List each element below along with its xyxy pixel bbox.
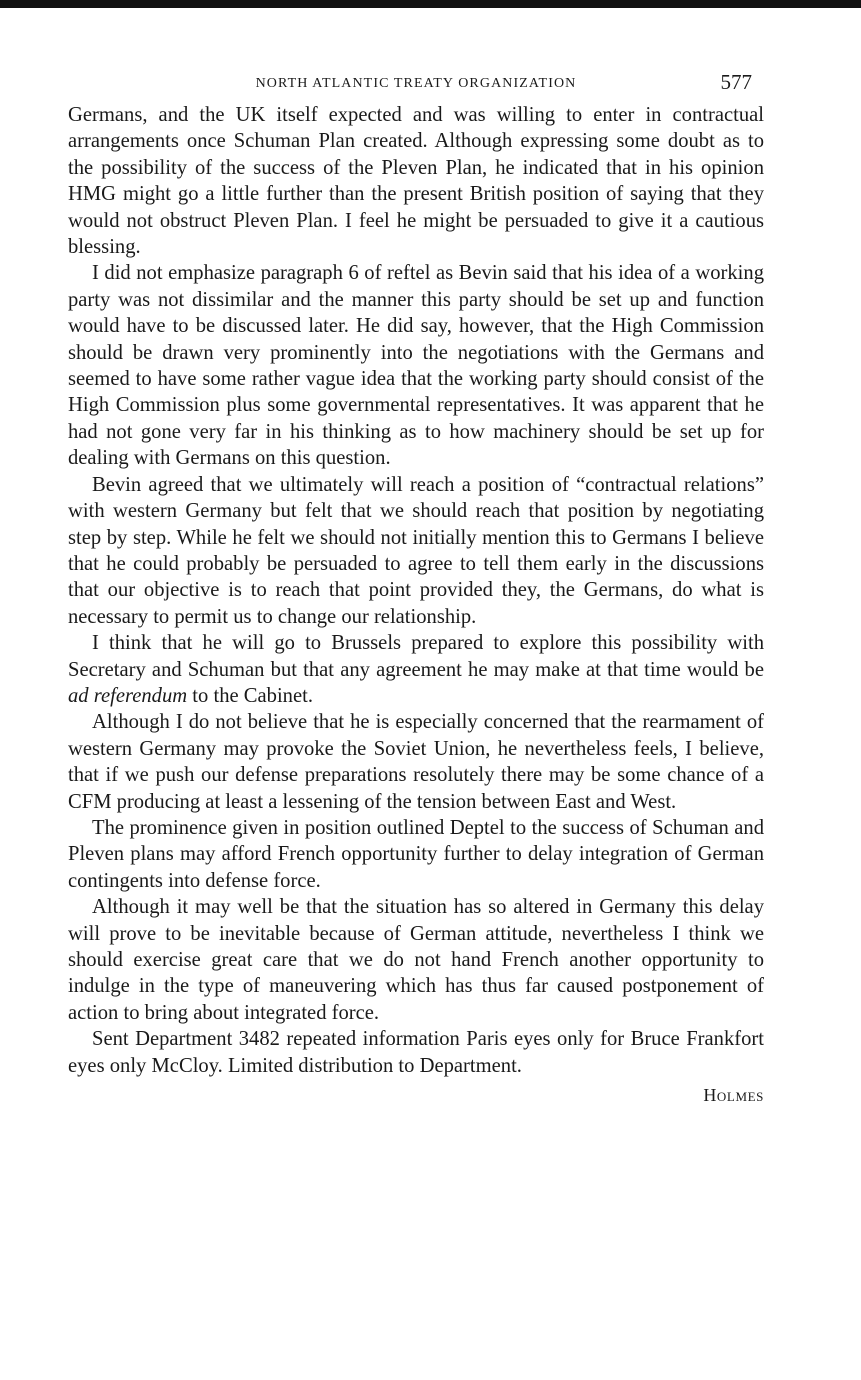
paragraph-text: I think that he will go to Brussels prepared to explore this possibility with Secretary and Schuman but that any agreement he may make at that time would be — [68, 632, 764, 681]
paragraph — [68, 630, 764, 709]
italic-term: ad referendum — [68, 684, 188, 707]
paragraph-text: to the Cabinet. — [187, 684, 313, 707]
document-page — [68, 62, 764, 1106]
paragraph: Although it may well be that the situation has so altered in Germany this delay will prove to be inevitable because of German attitude, nevertheless I think we should exercise great care that we do not hand French another opportunity to indulge in the type of maneuvering which has thus far caused postponement of action to bring about integrated force. — [68, 896, 764, 1024]
signature: Holmes — [703, 1085, 764, 1106]
paragraph-continued: Germans, and the UK itself expected and was willing to enter in contractual arrangements once Schuman Plan created. Although expressing some doubt as to the possibility of the success of the Pleven Plan, he indicated that in his opinion HMG might go a little further than the present British position of saying that they would not obstruct Pleven Plan. I feel he might be persuaded to give it a cautious blessing. — [68, 104, 764, 259]
document-body — [68, 102, 764, 1079]
page-number: 577 — [720, 70, 752, 94]
running-header — [68, 62, 764, 102]
paragraph: Sent Department 3482 repeated information Paris eyes only for Bruce Frankfort eyes only McCloy. Limited distribution to Department. — [68, 1028, 764, 1077]
scan-edge-bar — [0, 0, 861, 8]
paragraph: I did not emphasize paragraph 6 of reftel as Bevin said that his idea of a working party was not dissimilar and the manner this party should be set up and function would have to be discussed later. He did say, however, that the High Commission should be drawn very prominently into the negotiations with the Germans and seemed to have some rather vague idea that the working party should consist of the High Commission plus some governmental representatives. It was apparent that he had not gone very far in his thinking as to how machinery should be set up for dealing with Germans on this question. — [68, 262, 764, 470]
paragraph: Bevin agreed that we ultimately will reach a position of “contractual relations” with western Germany but felt that we should reach that position by negotiating step by step. While he felt we should not initially mention this to Germans I believe that he could probably be persuaded to agree to tell them early in the discussions that our objective is to reach that point provided they, the Germans, do what is necessary to permit us to change our relationship. — [68, 473, 764, 628]
running-title: NORTH ATLANTIC TREATY ORGANIZATION — [255, 76, 577, 91]
paragraph: Although I do not believe that he is especially concerned that the rearmament of western Germany may provoke the Soviet Union, he nevertheless feels, I believe, that if we push our defense preparations resolutely there may be some chance of a CFM producing at least a lessening of the tension between East and West. — [68, 711, 764, 813]
paragraph: The prominence given in position outlined Deptel to the success of Schuman and Pleven plans may afford French opportunity further to delay integration of German contingents into defense force. — [68, 816, 764, 892]
